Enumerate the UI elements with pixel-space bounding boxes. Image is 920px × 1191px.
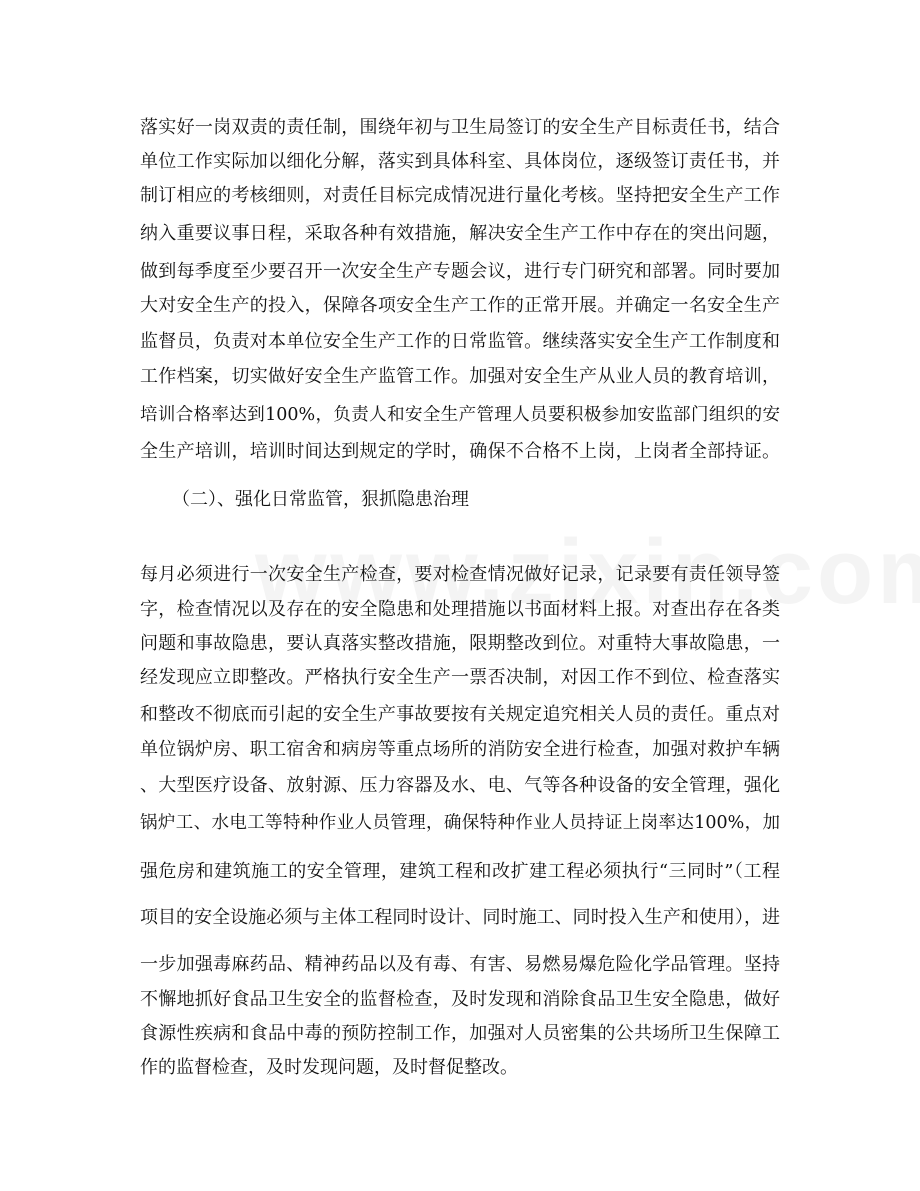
- text-line: 单位锅炉房、职工宿舍和病房等重点场所的消防安全进行检查，加强对救护车辆: [140, 739, 780, 760]
- text-line: 、大型医疗设备、放射源、压力容器及水、电、气等各种设备的安全管理，强化: [140, 775, 780, 796]
- text-line: 纳入重要议事日程，采取各种有效措施，解决安全生产工作中存在的突出问题，: [140, 223, 780, 244]
- text-line: 食源性疾病和食品中毒的预防控制工作，加强对人员密集的公共场所卫生保障工: [140, 1023, 780, 1044]
- text-line: 经发现应立即整改。严格执行安全生产一票否决制，对因工作不到位、检查落实: [140, 667, 780, 688]
- text-line: 强危房和建筑施工的安全管理，建筑工程和改扩建工程必须执行“三同时”（工程: [140, 861, 780, 882]
- text-line: 一步加强毒麻药品、精神药品以及有毒、有害、易燃易爆危险化学品管理。坚持: [140, 954, 780, 975]
- text-line: 制订相应的考核细则，对责任目标完成情况进行量化考核。坚持把安全生产工作: [140, 185, 780, 206]
- text-line: 锅炉工、水电工等特种作业人员管理，确保特种作业人员持证上岗率达100%，加: [140, 813, 780, 833]
- text-line: 工作档案，切实做好安全生产监管工作。加强对安全生产从业人员的教育培训，: [140, 366, 780, 387]
- text-line: 单位工作实际加以细化分解，落实到具体科室、具体岗位，逐级签订责任书，并: [140, 151, 780, 172]
- text-line: 每月必须进行一次安全生产检查，要对检查情况做好记录，记录要有责任领导签: [140, 564, 780, 585]
- text-line: 作的监督检查，及时发现问题，及时督促整改。: [140, 1057, 518, 1078]
- text-line: 培训合格率达到100%，负责人和安全生产管理人员要积极参加安监部门组织的安: [140, 405, 780, 425]
- text-line: 做到每季度至少要召开一次安全生产专题会议，进行专门研究和部署。同时要加: [140, 261, 780, 282]
- text-line: 大对安全生产的投入，保障各项安全生产工作的正常开展。并确定一名安全生产: [140, 295, 780, 316]
- text-line: 监督员，负责对本单位安全生产工作的日常监管。继续落实安全生产工作制度和: [140, 331, 780, 352]
- text-line: 落实好一岗双责的责任制，围绕年初与卫生局签订的安全生产目标责任书，结合: [140, 117, 780, 138]
- section-heading: （二）、强化日常监管，狠抓隐患治理: [172, 489, 469, 510]
- text-line: 全生产培训，培训时间达到规定的学时，确保不合格不上岗，上岗者全部持证。: [140, 441, 780, 462]
- text-line: 和整改不彻底而引起的安全生产事故要按有关规定追究相关人员的责任。重点对: [140, 704, 780, 725]
- text-line: 问题和事故隐患，要认真落实整改措施，限期整改到位。对重特大事故隐患，一: [140, 633, 780, 654]
- text-line: 不懈地抓好食品卫生安全的监督检查，及时发现和消除食品卫生安全隐患，做好: [140, 989, 780, 1010]
- text-line: 字，检查情况以及存在的安全隐患和处理措施以书面材料上报。对查出存在各类: [140, 599, 780, 620]
- text-line: 项目的安全设施必须与主体工程同时设计、同时施工、同时投入生产和使用），进: [140, 907, 780, 928]
